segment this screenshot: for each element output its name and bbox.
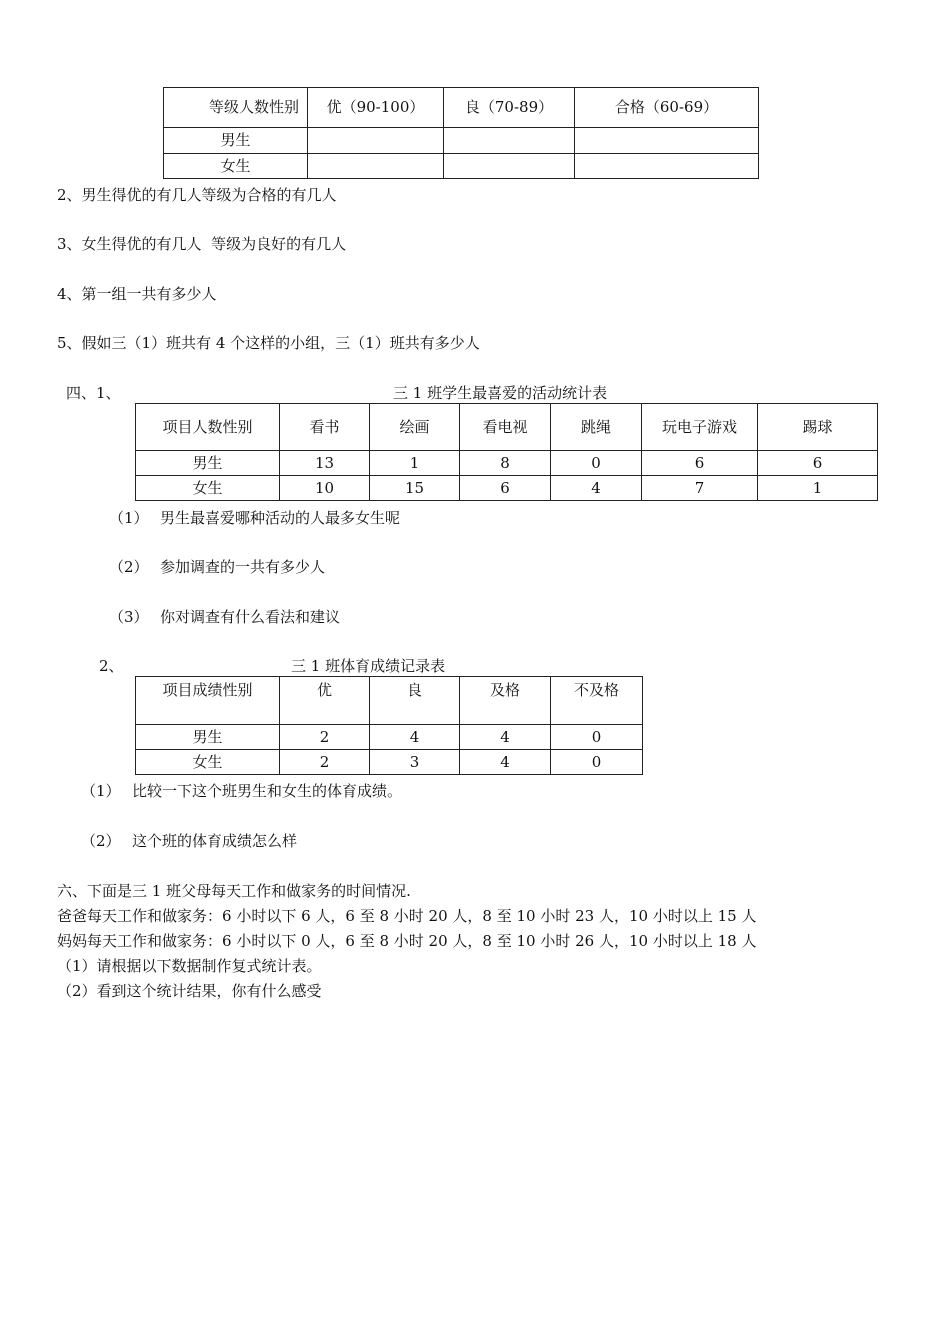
sub-question-number: （1） bbox=[109, 509, 149, 527]
table-cell: 4 bbox=[551, 476, 642, 501]
table-header-cell: 不及格 bbox=[551, 677, 643, 725]
table-cell: 2 bbox=[280, 725, 370, 750]
grade-table bbox=[163, 87, 759, 179]
table-cell: 6 bbox=[758, 451, 878, 476]
sub-question-number: （1） bbox=[81, 782, 121, 800]
table-header-cell: 合格（60-69） bbox=[575, 88, 759, 128]
table-cell bbox=[575, 128, 759, 154]
table-header-cell: 项目人数性别 bbox=[136, 404, 280, 451]
section-label: 四、1、 bbox=[66, 384, 121, 402]
table-cell bbox=[444, 128, 575, 154]
table-cell: 4 bbox=[460, 750, 551, 775]
table-row bbox=[164, 154, 759, 179]
table-header-row bbox=[136, 677, 643, 725]
table-cell: 0 bbox=[551, 750, 643, 775]
sub-question-number: （3） bbox=[109, 608, 149, 626]
table-cell: 女生 bbox=[164, 154, 308, 179]
table-header-cell: 踢球 bbox=[758, 404, 878, 451]
section-6-question-1: （1）请根据以下数据制作复式统计表。 bbox=[57, 957, 322, 975]
table-header-cell: 绘画 bbox=[370, 404, 460, 451]
table-cell: 0 bbox=[551, 451, 642, 476]
table-cell: 6 bbox=[460, 476, 551, 501]
table-header-cell: 优（90-100） bbox=[308, 88, 444, 128]
table-cell: 0 bbox=[551, 725, 643, 750]
table-cell: 男生 bbox=[164, 128, 308, 154]
section-6-question-2: （2）看到这个统计结果，你有什么感受 bbox=[57, 982, 322, 1000]
dad-data-line: 爸爸每天工作和做家务：6 小时以下 6 人，6 至 8 小时 20 人，8 至 10 小时 23 人，10 小时以上 15 人 bbox=[57, 907, 757, 925]
pe-grades-table bbox=[135, 676, 643, 775]
table-header-cell: 及格 bbox=[460, 677, 551, 725]
table-cell: 8 bbox=[460, 451, 551, 476]
section-6-title: 六、下面是三 1 班父母每天工作和做家务的时间情况. bbox=[57, 882, 411, 900]
table-cell: 15 bbox=[370, 476, 460, 501]
table-cell bbox=[308, 154, 444, 179]
question-4: 4、第一组一共有多少人 bbox=[57, 285, 217, 303]
table-header-cell: 等级人数性别 bbox=[164, 88, 308, 128]
table-cell: 6 bbox=[642, 451, 758, 476]
question-3: 3、女生得优的有几人 等级为良好的有几人 bbox=[57, 235, 347, 253]
sub-question-number: （2） bbox=[81, 832, 121, 850]
mom-data-line: 妈妈每天工作和做家务：6 小时以下 0 人，6 至 8 小时 20 人，8 至 10 小时 26 人，10 小时以上 18 人 bbox=[57, 932, 757, 950]
table-title: 三 1 班体育成绩记录表 bbox=[291, 657, 446, 675]
table-header-cell: 良 bbox=[370, 677, 460, 725]
table-cell: 4 bbox=[460, 725, 551, 750]
table-header-cell: 良（70-89） bbox=[444, 88, 575, 128]
sub-question-text: 比较一下这个班男生和女生的体育成绩。 bbox=[132, 782, 403, 800]
table-cell: 3 bbox=[370, 750, 460, 775]
table-row bbox=[136, 451, 878, 476]
table-cell: 2 bbox=[280, 750, 370, 775]
activity-table bbox=[135, 403, 878, 501]
sub-question-text: 参加调查的一共有多少人 bbox=[160, 558, 326, 576]
table-row bbox=[136, 750, 643, 775]
table-cell bbox=[308, 128, 444, 154]
table-header-cell: 看电视 bbox=[460, 404, 551, 451]
sub-question-text: 你对调查有什么看法和建议 bbox=[160, 608, 341, 626]
table-header-cell: 玩电子游戏 bbox=[642, 404, 758, 451]
sub-question-text: 这个班的体育成绩怎么样 bbox=[132, 832, 298, 850]
table-header-cell: 优 bbox=[280, 677, 370, 725]
table-cell: 女生 bbox=[136, 476, 280, 501]
table-row bbox=[136, 476, 878, 501]
sub-question-text: 男生最喜爱哪种活动的人最多女生呢 bbox=[160, 509, 401, 527]
table-cell bbox=[575, 154, 759, 179]
table-cell: 女生 bbox=[136, 750, 280, 775]
table-cell: 男生 bbox=[136, 451, 280, 476]
table-cell: 7 bbox=[642, 476, 758, 501]
table-cell: 1 bbox=[758, 476, 878, 501]
table-cell: 1 bbox=[370, 451, 460, 476]
table-row bbox=[136, 725, 643, 750]
table-title: 三 1 班学生最喜爱的活动统计表 bbox=[393, 384, 608, 402]
table-cell: 4 bbox=[370, 725, 460, 750]
table-cell: 10 bbox=[280, 476, 370, 501]
question-5: 5、假如三（1）班共有 4 个这样的小组，三（1）班共有多少人 bbox=[57, 334, 480, 352]
table-cell bbox=[444, 154, 575, 179]
table-header-cell: 看书 bbox=[280, 404, 370, 451]
table-cell: 男生 bbox=[136, 725, 280, 750]
sub-question-number: （2） bbox=[109, 558, 149, 576]
table-row bbox=[164, 128, 759, 154]
table-header-row bbox=[164, 88, 759, 128]
table-header-cell: 跳绳 bbox=[551, 404, 642, 451]
table-header-row bbox=[136, 404, 878, 451]
table-header-cell: 项目成绩性别 bbox=[136, 677, 280, 725]
question-2: 2、男生得优的有几人等级为合格的有几人 bbox=[57, 186, 337, 204]
table-cell: 13 bbox=[280, 451, 370, 476]
section-label: 2、 bbox=[99, 657, 124, 675]
